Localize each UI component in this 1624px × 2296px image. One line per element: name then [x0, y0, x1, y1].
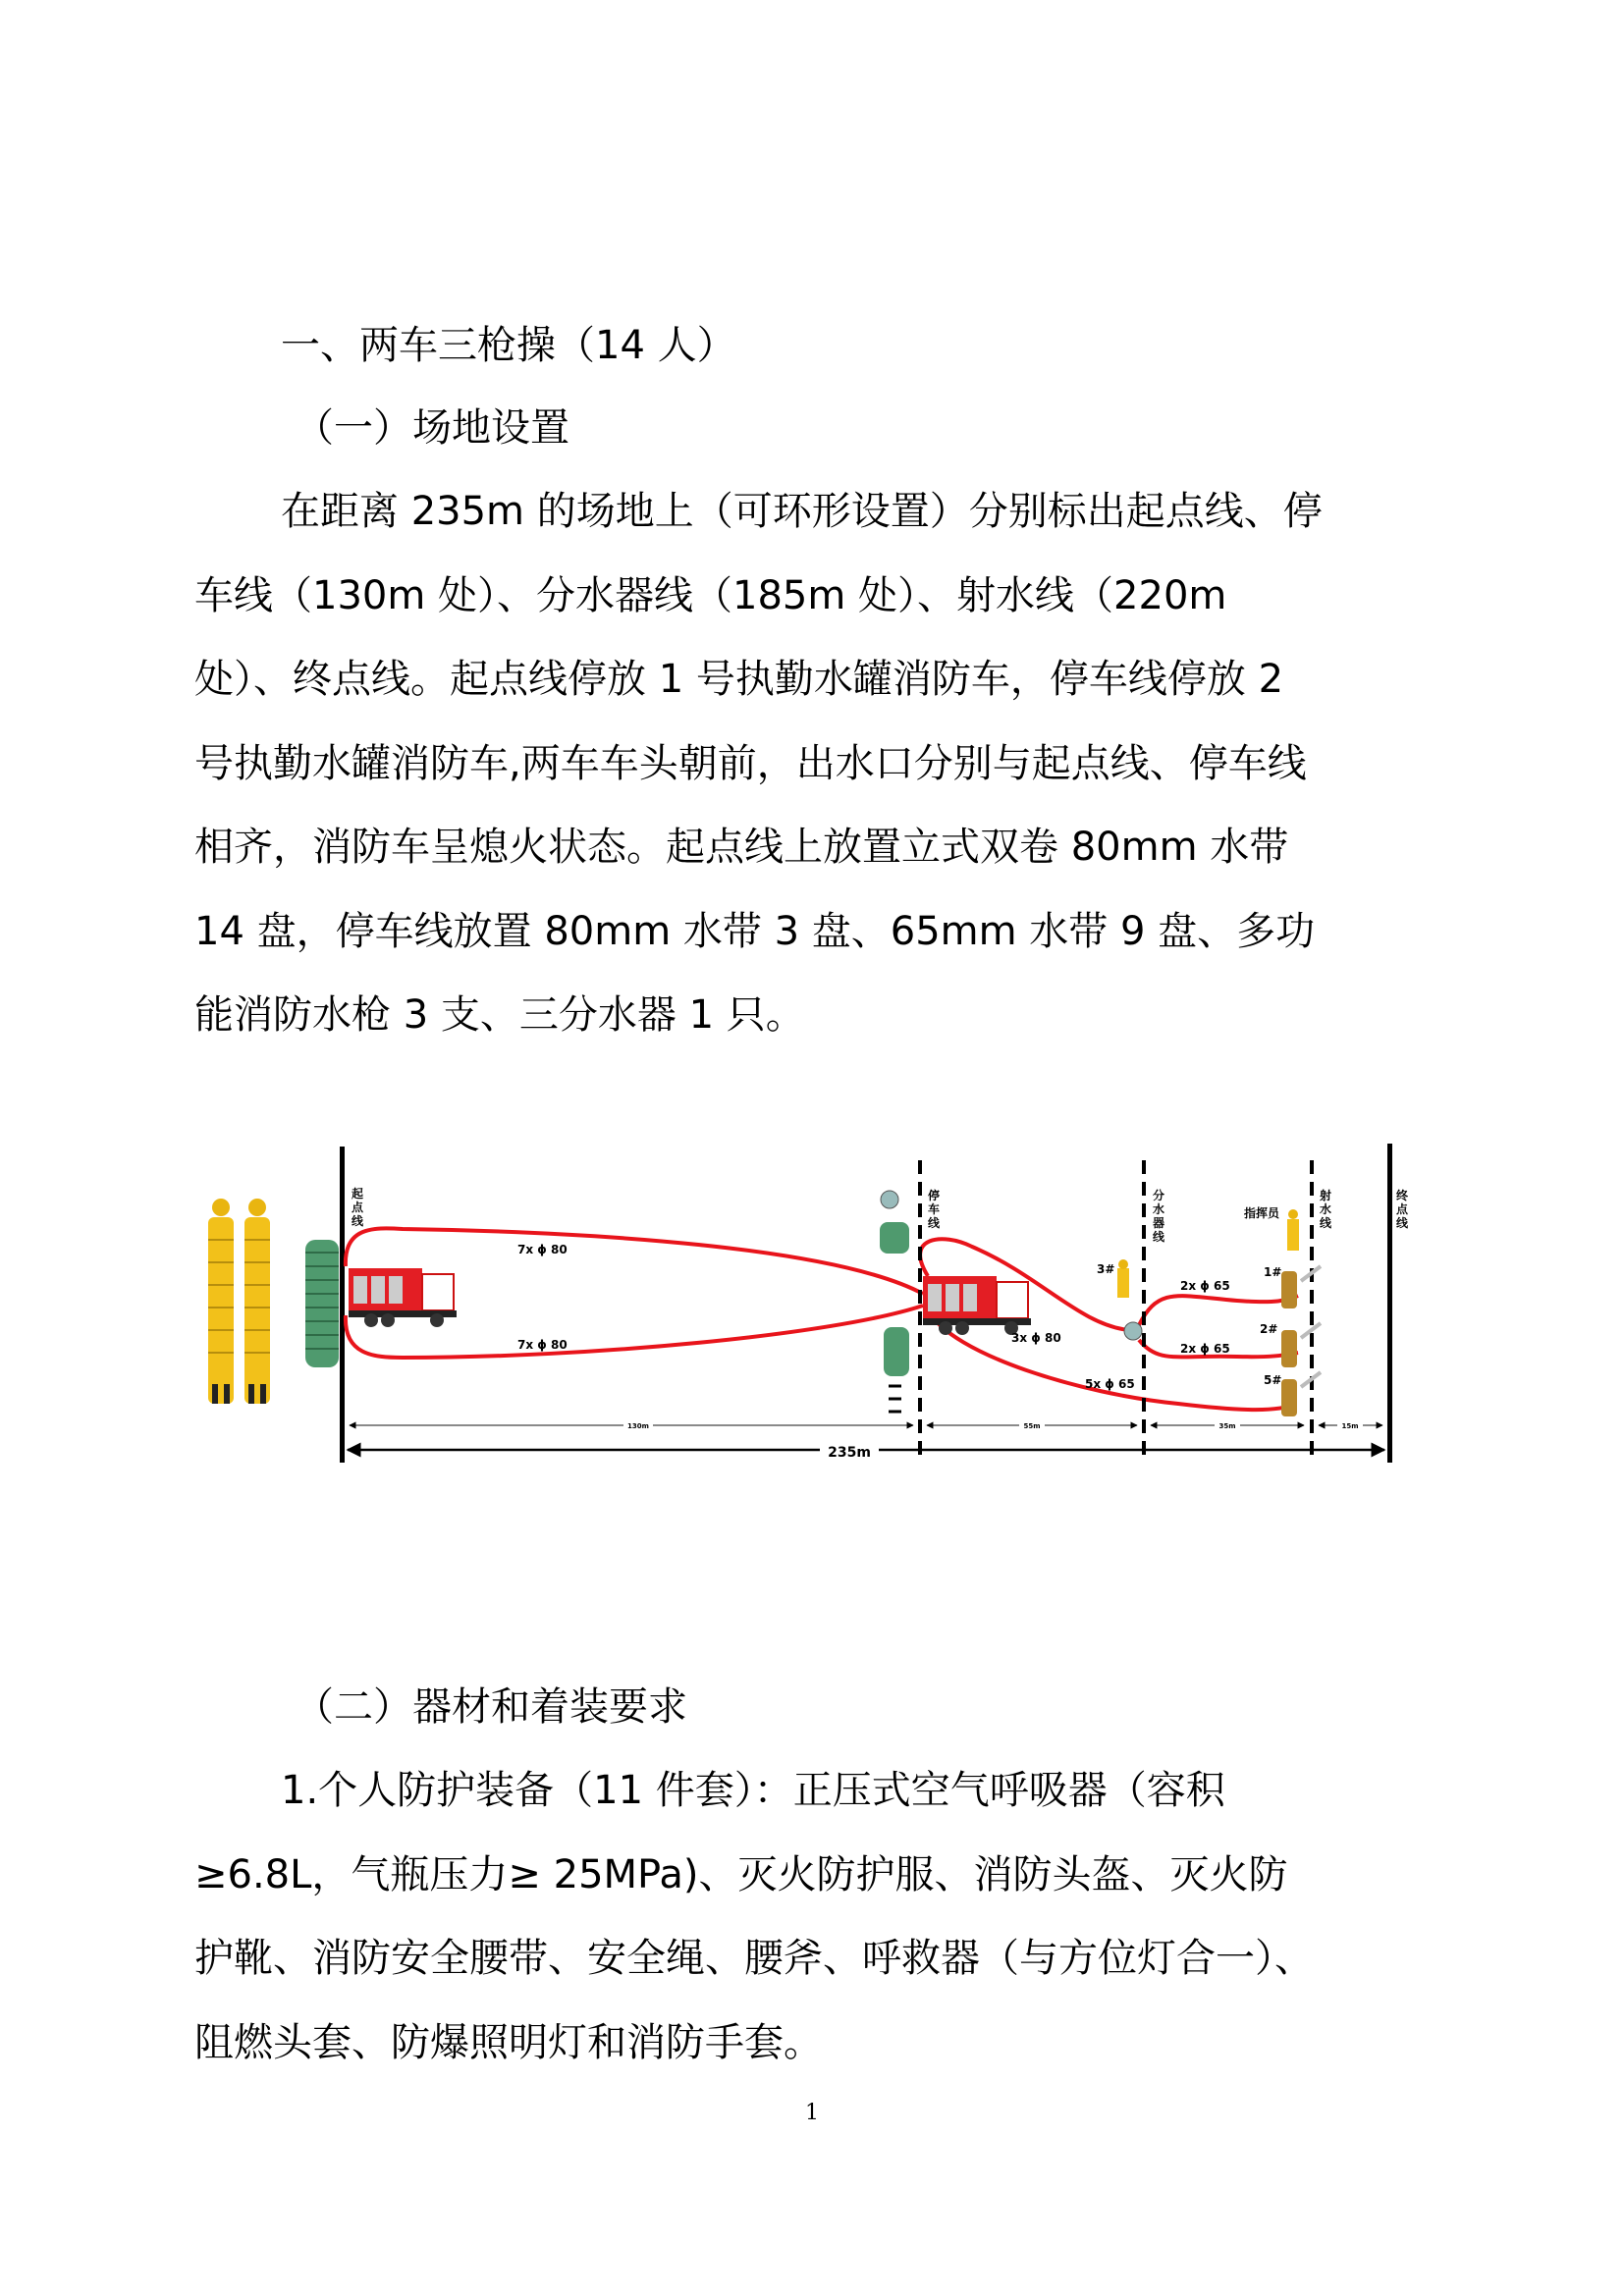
distance-35m: 35m [1218, 1422, 1236, 1430]
hose-label-upper: 7x ϕ 80 [517, 1243, 568, 1256]
role-3: 3# [1097, 1262, 1115, 1276]
paragraph-line: 能消防水枪 3 支、三分水器 1 只。 [194, 992, 805, 1038]
commander-icon [1287, 1209, 1299, 1251]
paragraph-line: 14 盘，停车线放置 80mm 水带 3 盘、65mm 水带 9 盘、多功 [194, 909, 1316, 954]
hose-label-5x65: 5x ϕ 65 [1085, 1377, 1135, 1391]
paragraph-line: ≥6.8L，气瓶压力≥ 25MPa)、灭火防护服、消防头盔、灭火防 [194, 1852, 1288, 1897]
fire-truck-1-icon [349, 1268, 457, 1327]
spray-line-label: 射水线 [1320, 1189, 1332, 1230]
paragraph-line: 相齐，消防车呈熄火状态。起点线上放置立式双卷 80mm 水带 [194, 825, 1289, 870]
main-heading: 一、两车三枪操（14 人） [281, 323, 736, 368]
hose-lines [346, 1228, 1298, 1410]
water-stream-icons [1301, 1266, 1321, 1387]
paragraph-line: 车线（130m 处）、分水器线（185m 处）、射水线（220m [194, 573, 1227, 618]
end-line [1387, 1144, 1392, 1463]
distance-55m: 55m [1023, 1422, 1041, 1430]
page-number: 1 [805, 2101, 819, 2125]
paragraph-line: 号执勤水罐消防车,两车车头朝前，出水口分别与起点线、停车线 [194, 741, 1307, 786]
start-line-label: 起点线 [352, 1187, 364, 1228]
crew-columns [208, 1199, 270, 1404]
distance-total: 235m [828, 1445, 871, 1461]
end-line-label: 终点线 [1396, 1189, 1409, 1230]
hose-label-lower: 7x ϕ 80 [517, 1338, 568, 1352]
water-divider-icon [1124, 1322, 1142, 1340]
paragraph-line: 处）、终点线。起点线停放 1 号执勤水罐消防车，停车线停放 2 [194, 657, 1284, 702]
distance-130m: 130m [627, 1422, 649, 1430]
firefighter-3-icon [1117, 1259, 1129, 1298]
divider-line-label: 分水器线 [1153, 1189, 1165, 1244]
fire-truck-2-icon [923, 1276, 1031, 1335]
section-title-site-setup: （一）场地设置 [295, 405, 569, 451]
start-line [340, 1147, 345, 1463]
nozzle-operators [1281, 1271, 1297, 1416]
site-layout-diagram [196, 1139, 1434, 1472]
paragraph-line: 1.个人防护装备（11 件套）：正压式空气呼吸器（容积 [281, 1768, 1225, 1813]
role-5: 5# [1264, 1373, 1282, 1387]
hose-roll-stack-start [305, 1240, 339, 1367]
role-2: 2# [1260, 1322, 1278, 1336]
equipment-at-stop-line [880, 1191, 909, 1412]
role-1: 1# [1264, 1265, 1282, 1279]
role-commander: 指挥员 [1244, 1206, 1280, 1220]
distance-15m: 15m [1341, 1422, 1359, 1430]
paragraph-line: 阻燃头套、防爆照明灯和消防手套。 [194, 2020, 823, 2065]
hose-label-3x80: 3x ϕ 80 [1011, 1331, 1061, 1345]
paragraph-line: 护靴、消防安全腰带、安全绳、腰斧、呼救器（与方位灯合一）、 [194, 1936, 1314, 1981]
hose-label-branch1: 2x ϕ 65 [1180, 1279, 1230, 1293]
paragraph-line: 在距离 235m 的场地上（可环形设置）分别标出起点线、停 [281, 489, 1323, 534]
stop-line-label: 停车线 [928, 1189, 941, 1230]
hose-label-branch2: 2x ϕ 65 [1180, 1342, 1230, 1356]
section-title-equipment: （二）器材和着装要求 [295, 1684, 687, 1730]
